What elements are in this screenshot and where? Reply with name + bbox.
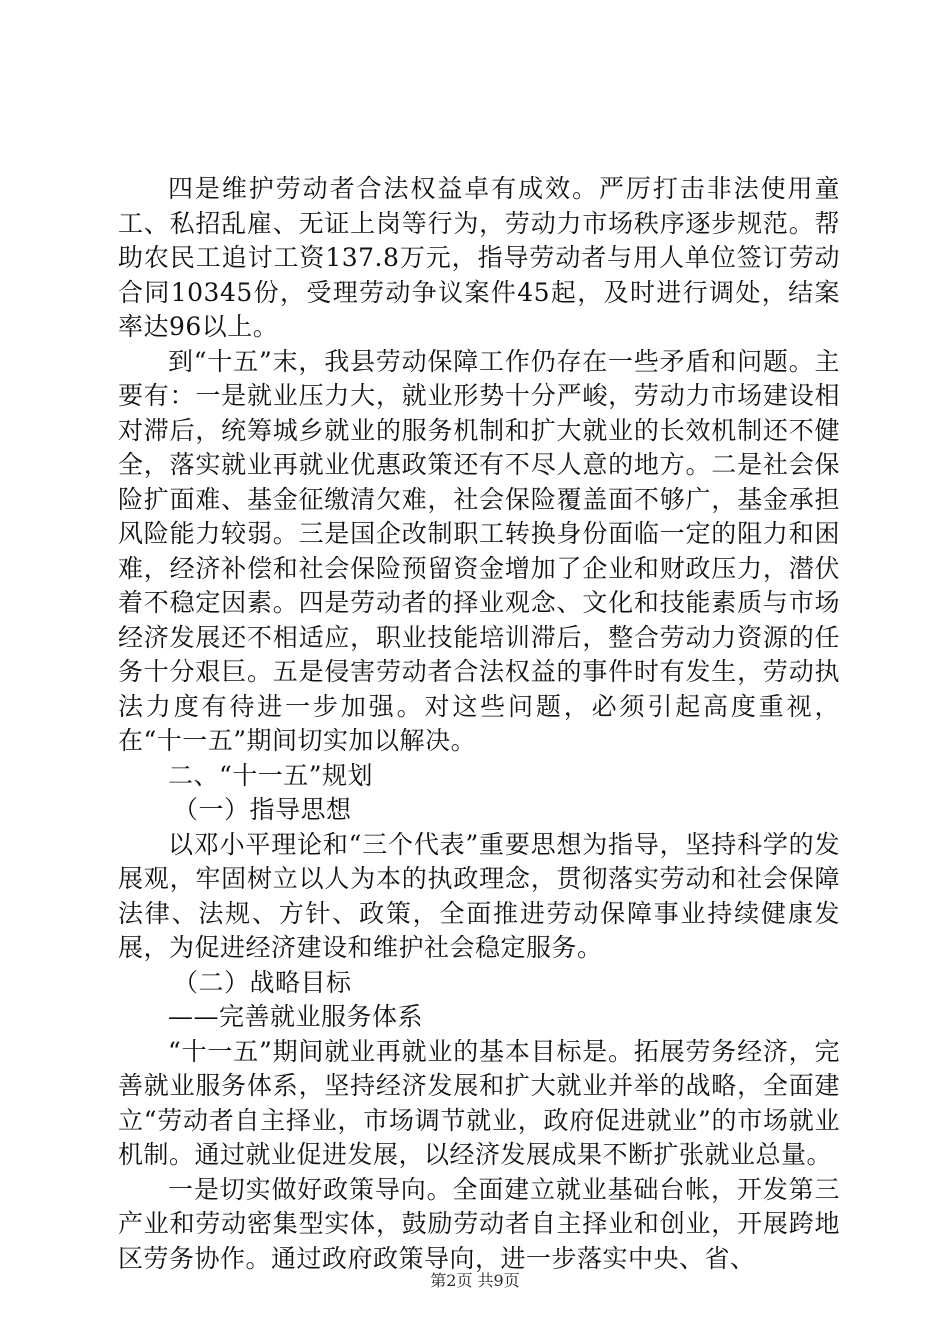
subheading-strategic-goals: （二）战略目标 (173, 967, 352, 997)
subheading-guiding-ideology: （一）指导思想 (173, 795, 352, 824)
paragraph-policy-guidance: 一是切实做好政策导向。全面建立就业基础台帐，开发第三产业和劳动密集型实体，鼓励劳动者自主择业和创业，开展跨地区劳务协作。通过政府政策导向，进一步落实中央、省、 (118, 1174, 840, 1273)
page-footer: 第2页 共9页 (430, 1271, 520, 1290)
section-heading-plan: 二、“十一五”规划 (168, 760, 374, 790)
paragraph-problems: 到“十五”末，我县劳动保障工作仍存在一些矛盾和问题。主要有：一是就业压力大，就业形势十分严峻，劳动力市场建设相对滞后，统筹城乡就业的服务机制和扩大就业的长效机制还不健全，落实就业再就业优惠政策还有不尽人意的地方。二是社会保险扩面难、基金征缴清欠难，社会保险覆盖面不够广，基金承担风险能力较弱。三是国企改制职工转换身份面临一定的阻力和困难，经济补偿和社会保险预留资金增加了企业和财政压力，潜伏着不稳定因素。四是劳动者的择业观念、文化和技能素质与市场经济发展还不相适应，职业技能培训滞后，整合劳动力资源的任务十分艰巨。五是侵害劳动者合法权益的事件时有发生，劳动执法力度有待进一步加强。对这些问题，必须引起高度重视，在“十一五”期间切实加以解决。 (118, 346, 840, 755)
subheading-employment-service: ——完善就业服务体系 (168, 1002, 424, 1031)
paragraph-employment-goals: “十一五”期间就业再就业的基本目标是。拓展劳务经济，完善就业服务体系，坚持经济发展和扩大就业并举的战略，全面建立“劳动者自主择业，市场调节就业，政府促进就业”的市场就业机制。通过就业促进发展，以经济发展成果不断扩张就业总量。 (118, 1036, 840, 1169)
paragraph-rights-protection: 四是维护劳动者合法权益卓有成效。严厉打击非法使用童工、私招乱雇、无证上岗等行为，劳动力市场秩序逐步规范。帮助农民工追讨工资137.8万元，指导劳动者与用人单位签订劳动合同10345份，受理劳动争议案件45起，及时进行调处，结案率达96以上。 (118, 174, 840, 341)
document-body (118, 172, 840, 1276)
paragraph-guiding-ideology: 以邓小平理论和“三个代表”重要思想为指导，坚持科学的发展观，牢固树立以人为本的执政理念，贯彻落实劳动和社会保障法律、法规、方针、政策，全面推进劳动保障事业持续健康发展，为促进经济建设和维护社会稳定服务。 (118, 829, 840, 962)
